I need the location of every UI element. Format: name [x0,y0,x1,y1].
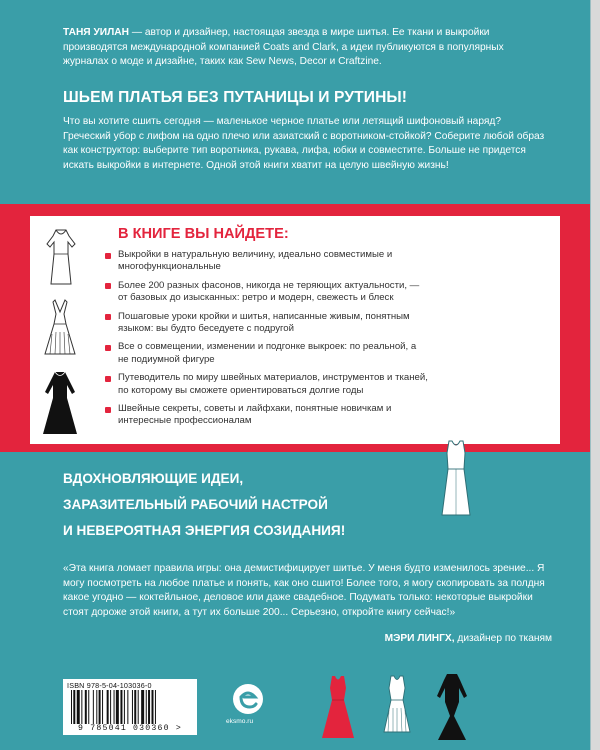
feature-item: Пошаговые уроки кройки и шитья, написанные живым, понятным языком: вы будто беседуете с подругой [104,311,429,336]
author-name: ТАНЯ УИЛАН [63,27,129,38]
features-list [104,249,429,434]
feature-item: Все о совмещении, изменении и подгонке выкроек: по реальной, а не подиумной фигуре [104,341,429,366]
black-long-dress-icon [40,370,80,436]
barcode [71,690,191,724]
white-midi-dress-icon [380,674,414,736]
halter-dress-icon [42,298,78,358]
author-bio-text: — автор и дизайнер, настоящая звезда в мире шитья. Ее ткани и выкройки производятся международной компанией Coats and Clark, а идеи публикуются в популярных журналах о моде и дизайне, таких как Sew News, Decor и Craftzine. [63,27,504,68]
isbn-label: ISBN 978-5-04-103036-0 [67,681,152,690]
quote-attribution [385,633,552,644]
white-sleeveless-dress-icon [434,439,478,517]
feature-item: Выкройки в натуральную величину, идеально совместимые и многофункциональные [104,249,429,274]
slogan-line: И НЕВЕРОЯТНАЯ ЭНЕРГИЯ СОЗИДАНИЯ! [63,523,346,538]
isbn-barcode-block [63,679,197,735]
sheath-dress-icon [44,228,78,288]
red-long-dress-icon [320,674,356,740]
eksmo-logo-icon [232,683,264,715]
quote-author-name: МЭРИ ЛИНГХ, [384,633,455,644]
barcode-digits: 9 785041 030360 > [78,724,182,733]
review-quote: «Эта книга ломает правила игры: она демистифицирует шитье. У меня будто изменилось зрение... Я могу посмотреть на любое платье и понять, как оно сшито! Более того, я могу скопировать за полдня какое угодно — коктейльное, деловое или даже свадебное. Подумать только: некоторые выкройки стоят дороже этой книги, а тут их больше 200... Серьезно, откройте книгу сейчас!» [63,563,545,618]
slogan-line: ВДОХНОВЛЯЮЩИЕ ИДЕИ, [63,471,244,486]
feature-item: Более 200 разных фасонов, никогда не теряющих актуальности, — от базовых до изысканных: ретро и модерн, свежесть и блеск [104,280,429,305]
slogan [63,466,393,544]
intro-paragraph: Что вы хотите сшить сегодня — маленькое черное платье или летящий шифоновый наряд? Греческий убор с лифом на одно плечо или азиатский с воротником-стойкой? Соберите любой образ как конструктор: выберите тип воротника, рукава, лифа, юбки и совместите. Больше не придется искать выкройки в интернете. Одной этой книги хватит на целую швейную жизнь! [63,116,545,171]
feature-item: Швейные секреты, советы и лайфхаки, понятные новичкам и интересные профессионалам [104,403,429,428]
spine-edge [590,0,600,750]
black-gown-icon [432,672,472,742]
feature-item: Путеводитель по миру швейных материалов, инструментов и тканей, по которому вы сможете ориентироваться долгие годы [104,372,429,397]
publisher-url: eksmo.ru [226,718,254,725]
quote-author-role: дизайнер по тканям [454,633,552,644]
headline: ШЬЕМ ПЛАТЬЯ БЕЗ ПУТАНИЦЫ И РУТИНЫ! [63,89,408,106]
author-bio [63,26,548,70]
slogan-line: ЗАРАЗИТЕЛЬНЫЙ РАБОЧИЙ НАСТРОЙ [63,497,328,512]
features-title: В КНИГЕ ВЫ НАЙДЕТЕ: [118,226,289,242]
